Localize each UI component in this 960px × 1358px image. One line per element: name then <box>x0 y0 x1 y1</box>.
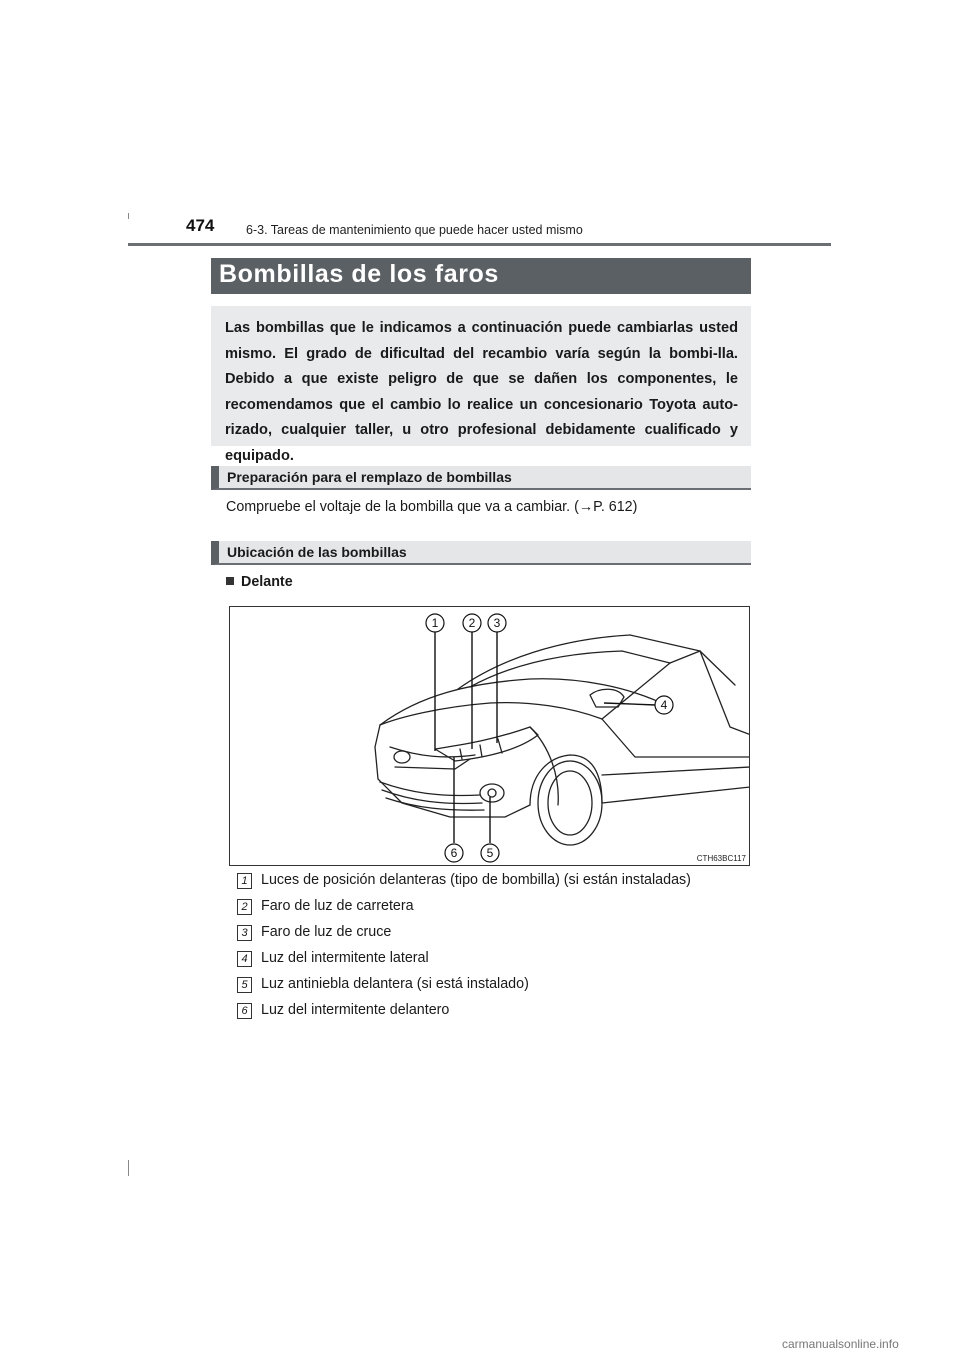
legend-number: 1 <box>237 873 252 889</box>
callout-4-label: 4 <box>660 698 668 712</box>
intro-box <box>211 306 751 464</box>
callout-6-label: 6 <box>450 846 458 860</box>
callout-3-label: 3 <box>493 616 501 630</box>
intro-text: Las bombillas que le indicamos a continuación puede cambiarlas usted mismo. El grado de dificultad del recambio varía según la bombi-lla. Debido a que existe peligro de que se dañen los componentes, le recomendamos que el cambio lo realice un concesionario Toyota auto-rizado, cualquier taller, u otro profesional debidamente cualificado y equipado. <box>225 320 738 464</box>
legend-text: Faro de luz de carretera <box>261 898 414 914</box>
title-banner <box>211 258 751 294</box>
car-front-illustration <box>230 607 750 866</box>
preparation-heading-label: Preparación para el remplazo de bombillas <box>227 469 512 485</box>
legend-number: 4 <box>237 951 252 967</box>
preparation-text: Compruebe el voltaje de la bombilla que va a cambiar. (→P. 612) <box>226 499 638 515</box>
front-subheading-label: Delante <box>241 574 293 590</box>
page-number: 474 <box>186 216 215 235</box>
legend-text: Luz del intermitente lateral <box>261 950 429 966</box>
legend-text: Faro de luz de cruce <box>261 924 392 940</box>
legend-number: 6 <box>237 1003 252 1019</box>
legend-text: Luz del intermitente delantero <box>261 1002 450 1018</box>
legend-text: Luz antiniebla delantera (si está instalado) <box>261 976 529 992</box>
watermark: carmanualsonline.info <box>782 1337 899 1351</box>
car-front-diagram <box>229 606 750 866</box>
square-bullet-icon <box>226 577 234 585</box>
legend-number: 5 <box>237 977 252 993</box>
margin-mark-bottom <box>128 1160 129 1176</box>
figure-code: CTH63BC117 <box>696 854 746 863</box>
callout-1-label: 1 <box>431 616 439 630</box>
callout-2-label: 2 <box>468 616 476 630</box>
header-rule <box>128 243 831 246</box>
legend-number: 2 <box>237 899 252 915</box>
preparation-heading <box>211 466 751 490</box>
legend-text: Luces de posición delanteras (tipo de bombilla) (si están instaladas) <box>261 872 691 888</box>
section-path: 6-3. Tareas de mantenimiento que puede hacer usted mismo <box>246 223 583 237</box>
legend-number: 3 <box>237 925 252 941</box>
location-heading-label: Ubicación de las bombillas <box>227 544 407 560</box>
front-subheading <box>226 574 293 590</box>
callout-5-label: 5 <box>486 846 494 860</box>
location-heading <box>211 541 751 565</box>
margin-mark-top <box>128 213 129 219</box>
page-title: Bombillas de los faros <box>219 260 499 288</box>
